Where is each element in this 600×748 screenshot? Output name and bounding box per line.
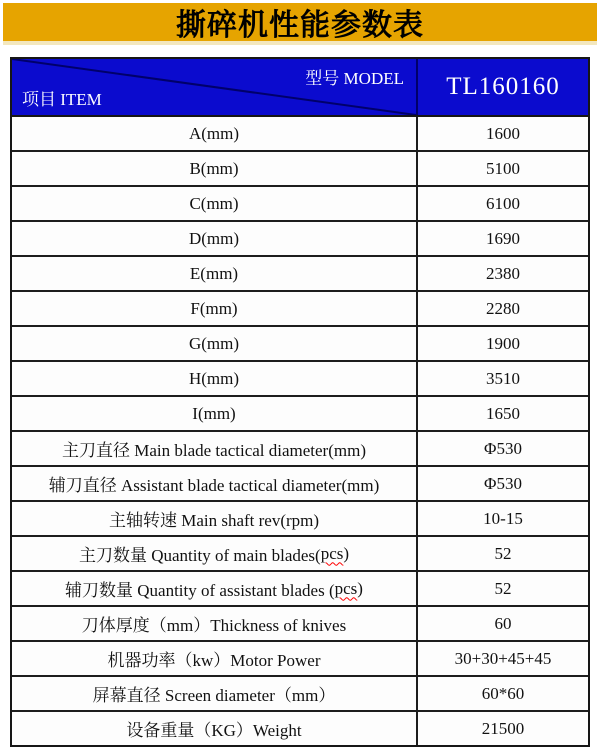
row-label: C(mm)	[12, 187, 418, 220]
table-row	[12, 467, 588, 502]
page-title-banner	[3, 3, 597, 45]
row-value: 2380	[486, 263, 520, 283]
row-value: Φ530	[484, 473, 522, 493]
row-label: 刀体厚度（mm）Thickness of knives	[12, 607, 418, 640]
row-value: 52	[494, 578, 512, 598]
table-row	[12, 572, 588, 607]
table-row	[12, 187, 588, 222]
row-label-text: 主刀数量 Quantity of main blades(	[78, 546, 321, 565]
table-row	[12, 677, 588, 712]
header-model-label: 型号 MODEL	[305, 69, 404, 88]
row-label: 屏幕直径 Screen diameter（mm）	[12, 677, 418, 710]
row-value: 5100	[486, 158, 520, 178]
row-label: 设备重量（KG）Weight	[12, 712, 418, 745]
row-label: B(mm)	[12, 152, 418, 185]
row-value: 1650	[486, 403, 520, 423]
model-number: TL160160	[446, 73, 560, 100]
row-value: 21500	[481, 718, 525, 738]
row-label: I(mm)	[12, 397, 418, 430]
page-title: 撕碎机性能参数表	[176, 9, 424, 42]
spellcheck-underlined-word: pcs	[334, 578, 358, 598]
header-item-label: 项目 ITEM	[22, 90, 102, 109]
row-value: 60*60	[481, 683, 525, 703]
table-row	[12, 117, 588, 152]
row-value: 6100	[486, 193, 520, 213]
table-header-row	[12, 59, 588, 117]
table-row	[12, 222, 588, 257]
table-row	[12, 257, 588, 292]
table-row	[12, 432, 588, 467]
table-row	[12, 327, 588, 362]
row-value: 3510	[486, 368, 520, 388]
row-value: 52	[494, 543, 512, 563]
row-label: H(mm)	[12, 362, 418, 395]
row-value: 60	[494, 613, 512, 633]
table-row	[12, 502, 588, 537]
row-label: D(mm)	[12, 222, 418, 255]
table-row	[12, 397, 588, 432]
row-value: 1690	[486, 228, 520, 248]
table-body	[12, 117, 588, 745]
row-value: 1900	[486, 333, 520, 353]
row-label: G(mm)	[12, 327, 418, 360]
row-label: 主轴转速 Main shaft rev(rpm)	[12, 502, 418, 535]
table-row	[12, 362, 588, 397]
table-row	[12, 712, 588, 745]
row-label: E(mm)	[12, 257, 418, 290]
row-value: 1600	[486, 123, 520, 143]
row-label: 主刀直径 Main blade tactical diameter(mm)	[12, 432, 418, 465]
row-label-text: 辅刀数量 Quantity of assistant blades (	[65, 581, 335, 600]
row-value: 2280	[486, 298, 520, 318]
row-label: 辅刀直径 Assistant blade tactical diameter(mm)	[12, 467, 418, 500]
row-value: 10-15	[483, 508, 523, 528]
row-label-text: )	[343, 543, 350, 563]
table-row	[12, 537, 588, 572]
header-model-cell	[418, 59, 588, 115]
table-row	[12, 607, 588, 642]
row-label	[12, 572, 418, 605]
row-value: 30+30+45+45	[454, 648, 552, 668]
spec-table	[10, 57, 590, 747]
table-row	[12, 642, 588, 677]
table-row	[12, 152, 588, 187]
row-label-text: )	[357, 578, 363, 598]
row-label: F(mm)	[12, 292, 418, 325]
row-value: Φ530	[484, 438, 522, 458]
row-label: 机器功率（kw）Motor Power	[12, 642, 418, 675]
spellcheck-underlined-word: pcs	[320, 543, 344, 563]
table-row	[12, 292, 588, 327]
row-label: A(mm)	[12, 117, 418, 150]
header-corner-cell	[12, 59, 418, 115]
row-label	[12, 537, 418, 570]
